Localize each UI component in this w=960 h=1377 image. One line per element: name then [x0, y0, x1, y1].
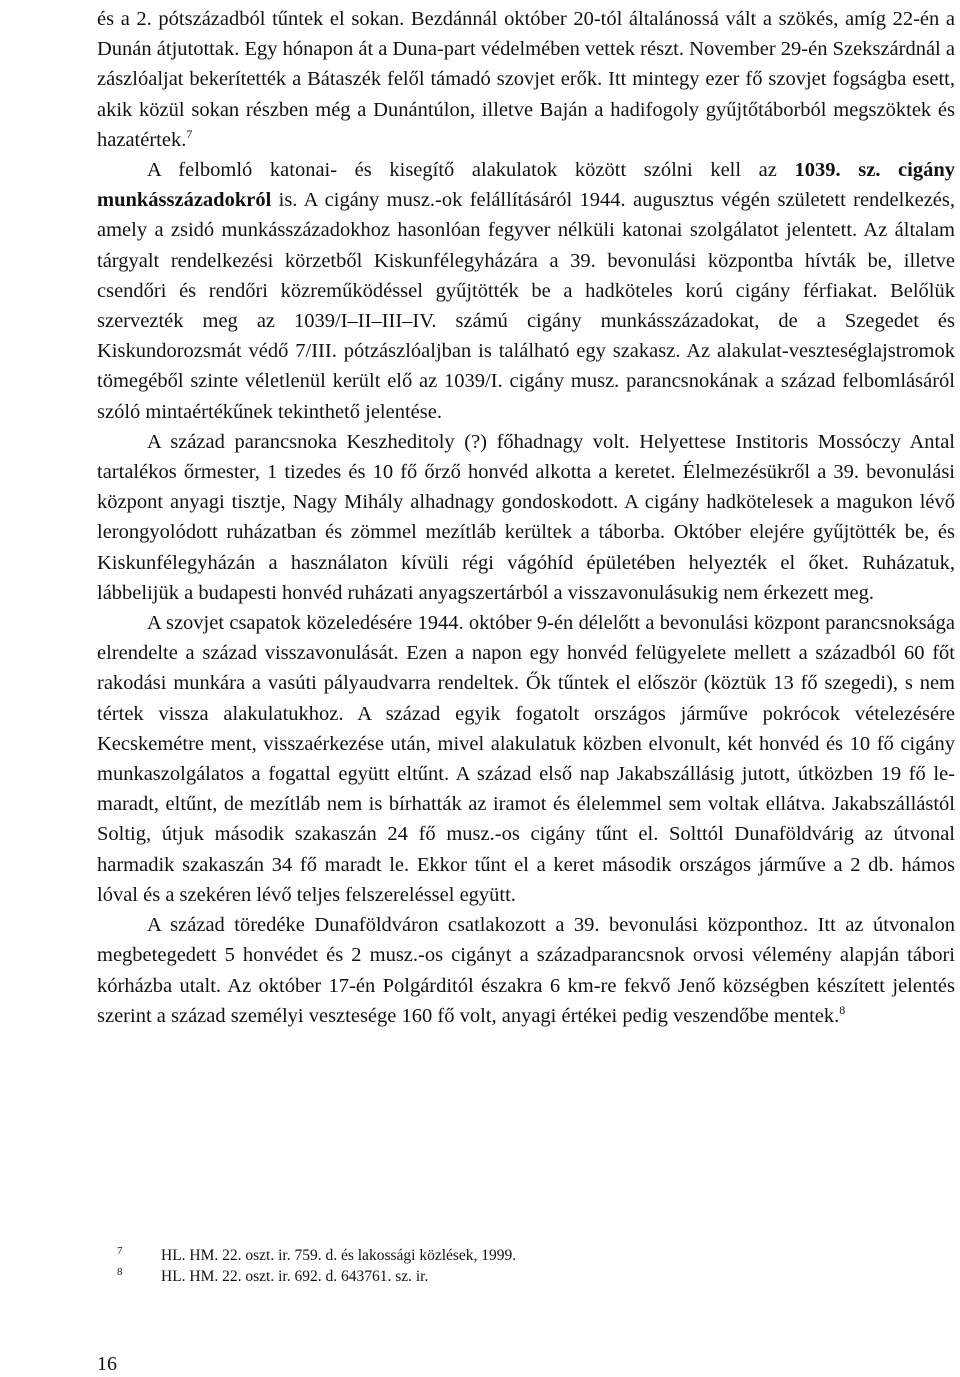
paragraph-5	[97, 910, 955, 1031]
footnote-7	[117, 1245, 817, 1266]
paragraph-1	[97, 4, 955, 155]
paragraph-4: A szovjet csapatok közeledésére 1944. október 9-én délelőtt a bevonulási központ parancsnoksága elrendelte a század visszavonulását. Ezen a napon egy honvéd felügyelete mellett a századból 60 főt rakodási munkára a vasúti pályaudvarra rendeltek. Ők tűntek el először (köztük 13 fő szegedi), s nem tértek vissza alakulatukhoz. A század egyik fogatolt országos járműve pokrócok vételezésére Kecskemétre ment, visszaérkezése után, mivel alakulatuk közben elvonult, két honvéd és 10 fő cigány munkaszolgálatos a fogattal együtt eltűnt. A század első nap Jakabszállásig jutott, útközben 19 fő lemaradt, eltűnt, de mezítláb nem is bírhatták az iramot és élelemmel sem voltak ellátva. Jakabszállástól Soltig, útjuk második szakaszán 24 fő musz.-os cigány tűnt el. Solttól Dunaföldvárig az útvonal harmadik szakaszán 34 fő maradt le. Ekkor tűnt el a keret második országos járműve a 2 db. hámos lóval és a szekéren lévő teljes felszereléssel együtt.	[97, 612, 955, 906]
footnote-8	[117, 1266, 817, 1287]
body-text	[97, 4, 955, 1031]
paragraph-1-text: és a 2. pótszázadból tűntek el sokan. Bezdánnál október 20-tól általánossá vált a szökés, amíg 22-én a Dunán átjutottak. Egy hónapon át a Duna-part védelmében vettek részt. November 29-én Szekszárdnál a zászlóaljat bekerítették a Bátaszék felől támadó szovjet erők. Itt mintegy ezer fő szovjet fogságba esett, akik közül sokan részben még a Dunántúlon, illetve Baján a hadifogoly gyűjtőtáborból megszöktek és hazatértek.	[97, 8, 955, 151]
paragraph-2-bold: 1039. sz. cigány munkásszázadokról	[97, 159, 955, 212]
footnote-ref-8: 8	[839, 1002, 846, 1017]
paragraph-2-text-a: A felbomló katonai- és kisegítő alakulatok között szólni kell az	[147, 159, 795, 182]
page-number: 16	[97, 1353, 117, 1375]
paragraph-2	[97, 155, 955, 427]
footnote-ref-7: 7	[186, 126, 193, 141]
footnote-mark: 8	[117, 1266, 123, 1278]
paragraph-5-text: A század töredéke Dunaföldváron csatlakozott a 39. bevonulási központhoz. Itt az útvonalon megbetegedett 5 honvédet és 2 musz.-os cigányt a századparancsnok orvosi vélemény alapján tábori kórházba utalt. Az október 17-én Polgárditól északra 6 km-re fekvő Jenő községben készített jelentés szerint a század személyi vesztesége 160 fő volt, anyagi értékei pedig veszendőbe mentek.	[97, 914, 955, 1027]
footnote-mark: 7	[117, 1245, 123, 1257]
paragraph-2-text-b: is. A cigány musz.-ok felállításáról 1944. augusztus végén született rendelkezés, amely a zsidó munkásszázadokhoz hasonlóan fegyver nélküli katonai szolgálatot jelentett. Az általam tárgyalt rendelkezési körzetből Kiskunfélegyházára a 39. bevonulási központba hívták be, illetve csendőri és rendőri közreműködéssel gyűjtötték be a hadköteles korú cigány férfiakat. Belőlük szervezték meg az 1039/I–II–III–IV. számú cigány munkásszázadokat, de a Szegedet és Kiskundorozsmát védő 7/III. pótzászlóaljban is található egy szakasz. Az alakulat-veszteséglajstromok tömegéből szinte véletlenül került elő az 1039/I. cigány musz. parancsnokának a század felbomlásáról szóló mintaértékűnek tekinthető jelentése.	[97, 189, 955, 423]
footnote-text: HL. HM. 22. oszt. ir. 692. d. 643761. sz. ir.	[161, 1268, 429, 1285]
footnotes	[117, 1245, 817, 1287]
footnote-text: HL. HM. 22. oszt. ir. 759. d. és lakossági közlések, 1999.	[161, 1247, 517, 1264]
paragraph-3: A század parancsnoka Keszheditoly (?) főhadnagy volt. Helyettese Institoris Mossóczy Antal tartalékos őrmester, 1 tizedes és 10 fő őrző honvéd alkotta a keretet. Élelmezésükről a 39. bevonulási központ anyagi tisztje, Nagy Mihály alhadnagy gondoskodott. A cigány hadkötelesek a magukon lévő lerongyolódott ruházatban és zömmel mezítláb kerültek a táborba. Október elejére gyűjtötték be, és Kiskunfélegyházán a használaton kívüli régi vágóhíd épületében helyezték el őket. Ruházatuk, lábbelijük a budapesti honvéd ruházati anyagszertárból a visszavonulásukig nem érkezett meg.	[97, 430, 955, 604]
